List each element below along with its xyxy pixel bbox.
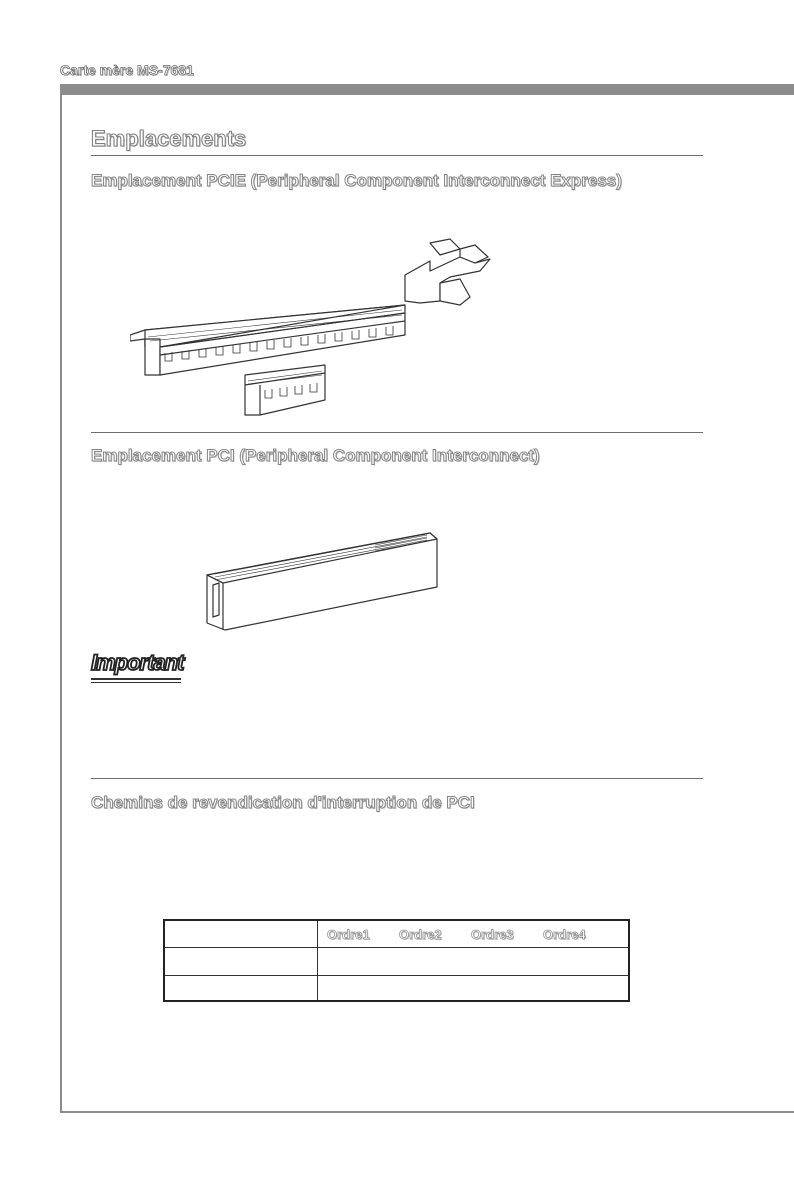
pci-slot-title: Emplacement PCI (Peripheral Component Interconnect)	[91, 446, 540, 465]
frame-left-border	[60, 95, 62, 1113]
table-header-order4: Ordre4	[543, 927, 586, 942]
important-underline	[91, 678, 181, 680]
important-divider	[91, 778, 703, 779]
important-underline-thin	[91, 682, 181, 683]
table-header-order3: Ordre3	[471, 927, 514, 942]
irq-routing-title: Chemins de revendication d'interruption de PCI	[91, 793, 475, 812]
section-title: Emplacements	[91, 126, 247, 151]
table-row-divider	[165, 947, 628, 948]
irq-routing-table	[163, 919, 630, 1002]
section-divider	[91, 155, 703, 156]
table-column-divider	[317, 921, 318, 1000]
table-header-order2: Ordre2	[399, 927, 442, 942]
header-bar	[60, 84, 794, 95]
pcie-slot-title: Emplacement PCIE (Peripheral Component Interconnect Express)	[91, 171, 622, 190]
pcie-slot-illustration	[130, 235, 510, 425]
pcie-divider	[91, 432, 703, 433]
table-header-order1: Ordre1	[327, 927, 370, 942]
pci-slot-illustration	[205, 525, 445, 635]
important-label: Important	[91, 650, 184, 675]
page-header-title: Carte mère MS-7681	[60, 62, 194, 78]
frame-bottom-border	[60, 1111, 794, 1113]
table-row-divider	[165, 975, 628, 976]
